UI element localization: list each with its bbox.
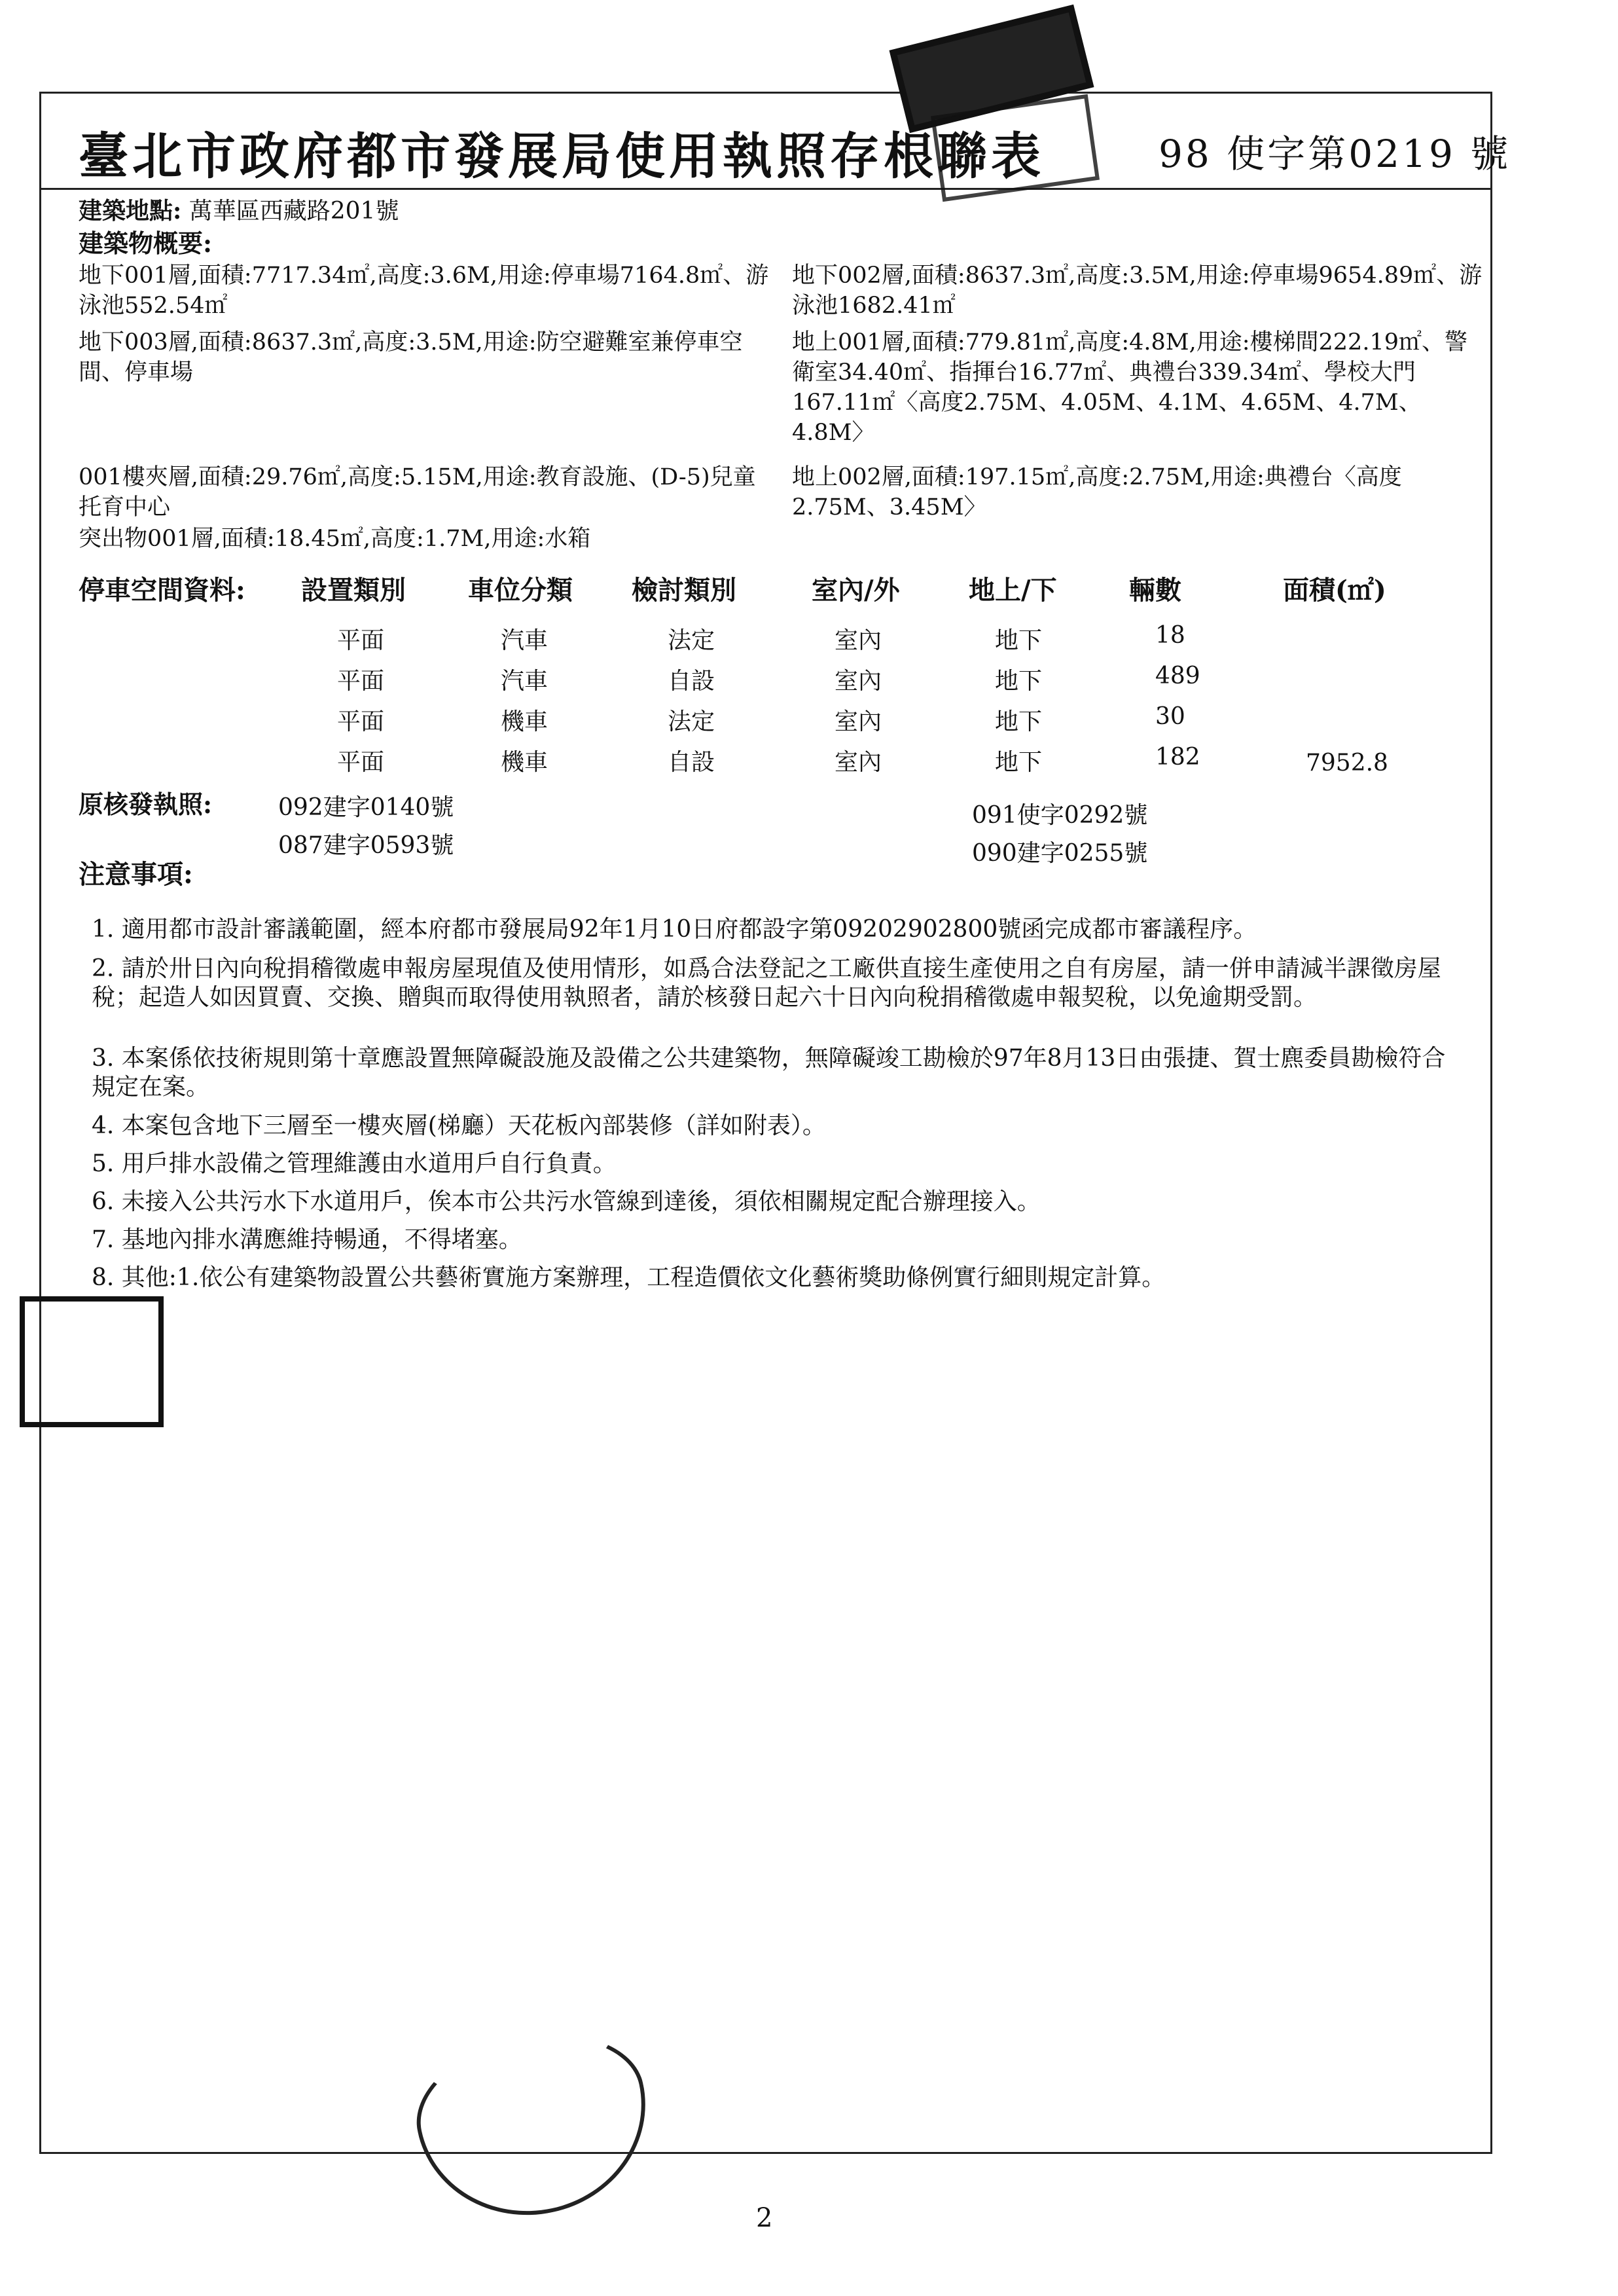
floor-entry: 001樓夾層,面積:29.76㎡,高度:5.15M,用途:教育設施、(D-5)兒童托育中心: [79, 464, 756, 520]
page-number: 2: [756, 2203, 773, 2233]
note-item: 2. 請於卅日內向稅捐稽徵處申報房屋現值及使用情形，如爲合法登記之工廠供直接生產使用之自有房屋，請一併申請減半課徵房屋稅；起造人如因買賣、交換、贈與而取得使用執照者，請於核發日起六十日內向稅捐稽徵處申報契稅，以免逾期受罰。: [92, 955, 1441, 1011]
site-line: [79, 195, 399, 227]
note-item: 7. 基地內排水溝應維持暢通，不得堵塞。: [92, 1226, 522, 1253]
license-number: 091使字0292號: [972, 802, 1148, 829]
parking-header: 地上/下: [969, 575, 1057, 606]
parking-label: 停車空間資料:: [79, 575, 245, 606]
site-label: 建築地點:: [79, 197, 182, 225]
note-item: 4. 本案包含地下三層至一樓夾層(梯廳）天花板內部裝修（詳如附表）。: [92, 1112, 826, 1139]
floor-entry: 地上001層,面積:779.81㎡,高度:4.8M,用途:樓梯間222.19㎡、警衛室34.40㎡、指揮台16.77㎡、典禮台339.34㎡、學校大門167.11㎡〈高度2.75M、4.05M、4.1M、4.65M、4.7M、4.8M〉: [792, 329, 1467, 446]
notes-label: 注意事項:: [79, 859, 193, 890]
parking-header: 室內/外: [812, 575, 900, 606]
floor-entry: 地下001層,面積:7717.34㎡,高度:3.6M,用途:停車場7164.8㎡、游泳池552.54㎡: [79, 263, 769, 319]
floor-entry: 地下002層,面積:8637.3㎡,高度:3.5M,用途:停車場9654.89㎡、游泳池1682.41㎡: [792, 263, 1483, 319]
note-item: 8. 其他:1.依公有建築物設置公共藝術實施方案辦理，工程造價依文化藝術獎助條例實行細則規定計算。: [92, 1264, 1166, 1291]
overview-label: 建築物概要:: [79, 228, 213, 258]
parking-header: 設置類別: [301, 575, 406, 606]
parking-header: 檢討類別: [632, 575, 736, 606]
note-item: 1. 適用都市設計審議範圍，經本府都市發展局92年1月10日府都設字第09202902800號函完成都市審議程序。: [92, 916, 1257, 943]
floor-entry: 突出物001層,面積:18.45㎡,高度:1.7M,用途:水箱: [79, 526, 591, 552]
parking-header: 輛數: [1129, 575, 1181, 606]
note-item: 6. 未接入公共污水下水道用戶，俟本市公共污水管線到達後，須依相關規定配合辦理接入。: [92, 1188, 1041, 1215]
permit-number: 98 使字第0219 號: [1159, 132, 1511, 176]
official-seal: [20, 1296, 164, 1427]
document-title: 臺北市政府都市發展局使用執照存根聯表: [79, 127, 1045, 185]
floor-entry: 地下003層,面積:8637.3㎡,高度:3.5M,用途:防空避難室兼停車空間、停車場: [79, 329, 743, 386]
floor-entry: 地上002層,面積:197.15㎡,高度:2.75M,用途:典禮台〈高度2.75M、3.45M〉: [792, 464, 1402, 520]
parking-header: 面積(㎡): [1283, 575, 1386, 606]
site-value: 萬華區西藏路201號: [189, 198, 399, 225]
note-item: 5. 用戶排水設備之管理維護由水道用戶自行負責。: [92, 1150, 617, 1177]
original-license-label: 原核發執照:: [79, 790, 213, 819]
license-number: 087建字0593號: [278, 832, 454, 859]
parking-header: 車位分類: [468, 575, 573, 606]
license-number: 090建字0255號: [972, 840, 1148, 867]
note-item: 3. 本案係依技術規則第十章應設置無障礙設施及設備之公共建築物，無障礙竣工勘檢於97年8月13日由張捷、賀士麃委員勘檢符合規定在案。: [92, 1045, 1446, 1101]
license-number: 092建字0140號: [278, 794, 454, 821]
